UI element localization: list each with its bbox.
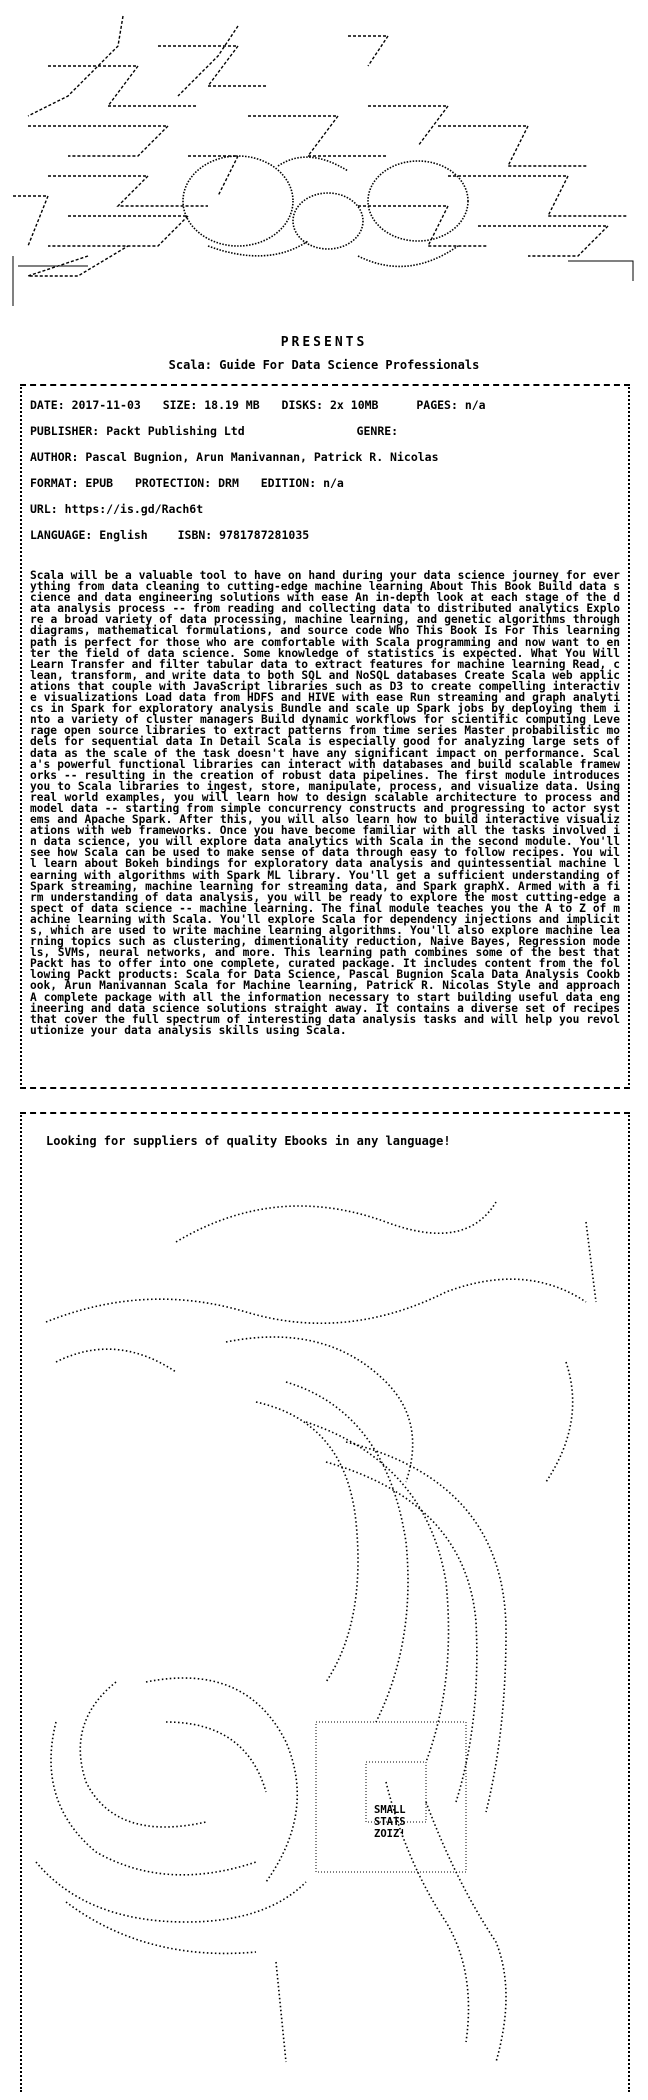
supplier-top-border <box>20 1112 630 1114</box>
info-box-bottom-border <box>20 1087 630 1089</box>
language-value: English <box>99 528 148 542</box>
metadata-row-date <box>30 398 620 424</box>
disks-value: 2x 10MB <box>330 398 379 412</box>
size-value: 18.19 MB <box>204 398 260 412</box>
release-metadata <box>30 398 620 554</box>
release-subtitle: Scala: Guide For Data Science Professionals <box>168 358 480 372</box>
protection-label: PROTECTION: <box>134 476 212 490</box>
info-box-left-border <box>20 384 22 1089</box>
metadata-row-author <box>30 450 620 476</box>
supplier-left-border <box>20 1112 22 2092</box>
publisher-value: Packt Publishing Ltd <box>106 424 245 438</box>
format-value: EPUB <box>85 476 114 490</box>
edition-value: n/a <box>323 476 344 490</box>
publisher-label: PUBLISHER: <box>30 424 100 438</box>
ascii-art-illustration <box>26 1162 624 2082</box>
date-value: 2017-11-03 <box>71 398 141 412</box>
format-label: FORMAT: <box>30 476 79 490</box>
pages-label: PAGES: <box>416 398 458 412</box>
url-label: URL: <box>30 502 58 516</box>
info-box-right-border <box>628 384 630 1089</box>
disks-label: DISKS: <box>281 398 324 412</box>
ascii-art-logo <box>8 6 640 346</box>
author-value: Pascal Bugnion, Arun Manivannan, Patrick R. Nicolas <box>85 450 439 464</box>
size-label: SIZE: <box>162 398 198 412</box>
book-description: Scala will be a valuable tool to have on hand during your data science journey for everything from data cleaning to cutting-edge machine learning About This Book Build data science and data engineering solutions with ease An in-depth look at each stage of the data analysis process -- from reading and collecting data to distributed analytics Explore a broad variety of data processing, machine learning, and genetic algorithms through diagrams, mathematical formulations, and source code Who This Book Is For This learning path is perfect for those who are comfortable with Scala programming and now want to enter the field of data science. Some knowledge of statistics is expected. What You Will Learn Transfer and filter tabular data to extract features for machine learning Read, clean, transform, and write data to both SQL and NoSQL databases Create Scala web applications that couple with JavaScript libraries such as D3 to create compelling interactive visualizations Load data from HDFS and HIVE with ease Run streaming and graph analytics in Spark for exploratory analysis Bundle and scale up Spark jobs by deploying them into a variety of cluster managers Build dynamic workflows for scientific computing Leverage open source libraries to extract patterns from time series Master probabilistic models for sequential data In Detail Scala is especially good for analyzing large sets of data as the scale of the task doesn't have any significant impact on performance. Scala's powerful functional libraries can interact with databases and build scalable frameworks -- resulting in the creation of robust data pipelines. The first module introduces you to Scala libraries to ingest, store, manipulate, process, and visualize data. Using real world examples, you will learn how to design scalable architecture to process and model data -- starting from simple concurrency constructs and progressing to actor systems and Apache Spark. After this, you will also learn how to build interactive visualizations with web frameworks. Once you have become familiar with all the tasks involved in data science, you will explore data analytics with Scala in the second module. You'll see how Scala can be used to make sense of data through easy to follow recipes. You will learn about Bokeh bindings for exploratory data analysis and quintessential machine learning with algorithms with Spark ML library. You'll get a sufficient understanding of Spark streaming, machine learning for streaming data, and Spark graphX. Armed with a firm understanding of data analysis, you will be ready to explore the most cutting-edge aspect of data science -- machine learning. The final module teaches you the A to Z of machine learning with Scala. You'll explore Scala for dependency injections and implicits, which are used to write machine learning algorithms. You'll also explore machine learning topics such as clustering, dimentionality reduction, Naive Bayes, Regression models, SVMs, neural networks, and more. This learning path combines some of the best that Packt has to offer into one complete, curated package. It includes content from the following Packt products: Scala for Data Science, Pascal Bugnion Scala Data Analysis Cookbook, Arun Manivannan Scala for Machine learning, Patrick R. Nicolas Style and approach A complete package with all the information necessary to start building useful data engineering and data science solutions straight away. It contains a diverse set of recipes that cover the full spectrum of interesting data analysis tasks and will help you revolutionize your data analysis skills using Scala. <box>30 570 620 1037</box>
date-label: DATE: <box>30 398 65 412</box>
supplier-right-border <box>628 1112 630 2092</box>
url-value: https://is.gd/Rach6t <box>64 502 204 516</box>
supplier-message: Looking for suppliers of quality Ebooks in any language! <box>46 1134 451 1148</box>
release-info-box <box>20 384 630 1089</box>
isbn-label: ISBN: <box>177 528 213 542</box>
metadata-row-language <box>30 528 620 554</box>
small-stats-box <box>374 1804 406 1840</box>
metadata-row-format <box>30 476 620 502</box>
isbn-value: 9781787281035 <box>219 528 310 542</box>
protection-value: DRM <box>218 476 239 490</box>
stats-line-2: STATS <box>374 1816 406 1828</box>
language-label: LANGUAGE: <box>30 528 93 542</box>
info-box-top-border <box>20 384 630 386</box>
edition-label: EDITION: <box>260 476 317 490</box>
metadata-row-publisher <box>30 424 620 450</box>
supplier-section <box>20 1112 630 2092</box>
pages-value: n/a <box>464 398 486 412</box>
stats-line-1: SMALL <box>374 1804 406 1816</box>
author-label: AUTHOR: <box>30 450 79 464</box>
metadata-row-url <box>30 502 620 528</box>
presents-title: PRESENTS <box>280 335 368 350</box>
genre-label: GENRE: <box>356 424 399 438</box>
stats-line-3: ZOIZ! <box>374 1828 406 1840</box>
